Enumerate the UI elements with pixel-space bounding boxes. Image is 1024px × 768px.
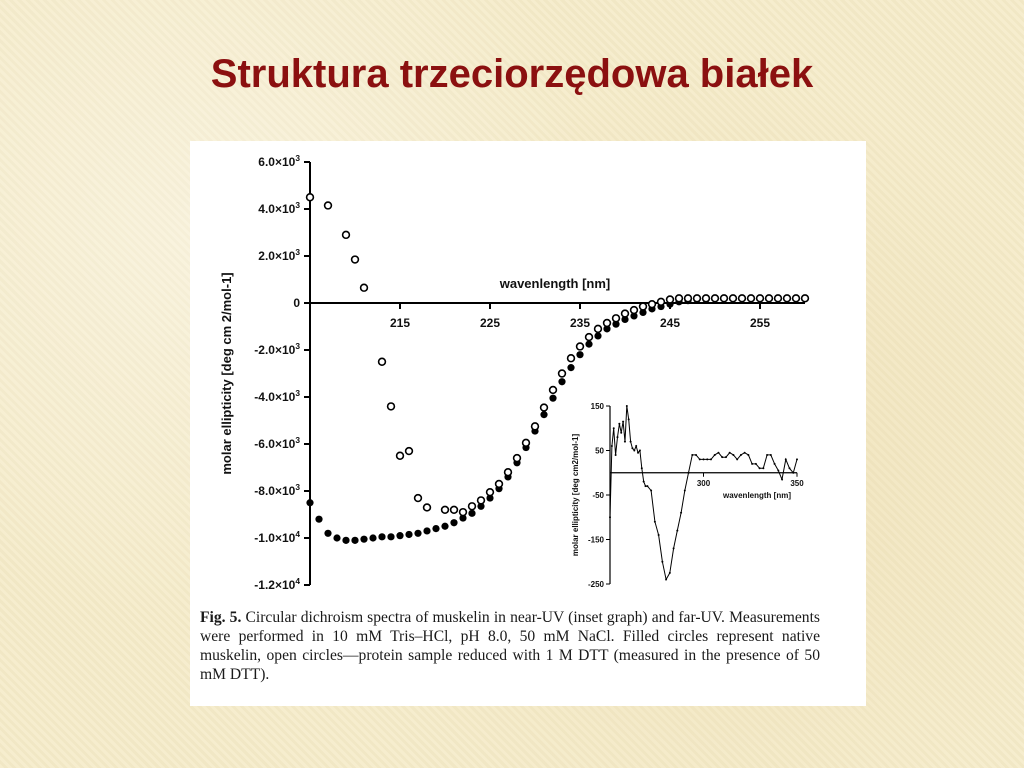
inset-point [646,485,648,487]
reduced-point [802,295,809,302]
native-point [558,378,565,385]
reduced-point [604,320,611,327]
reduced-point [631,307,638,314]
reduced-point [559,370,566,377]
inset-y-tick-label: -150 [587,535,604,545]
native-point [396,532,403,539]
inset-point [611,445,613,447]
inset-point [762,467,764,469]
inset-point [641,467,643,469]
inset-point [624,441,626,443]
inset-y-tick-label: 50 [595,446,604,456]
inset-point [658,534,660,536]
inset-point [725,456,727,458]
inset-point [710,458,712,460]
y-tick-label: $4.0\times 10^3$ [258,200,300,216]
reduced-point [613,315,620,322]
native-point [351,537,358,544]
inset-point [676,530,678,532]
inset-point [774,463,776,465]
y-axis-label: molar ellipticity [deg cm 2/mol-1] [219,272,234,475]
reduced-point [388,403,395,410]
inset-point [622,421,624,423]
reduced-point [757,295,764,302]
reduced-point [577,343,584,350]
reduced-point [532,423,539,430]
inset-point [626,405,628,407]
inset-point [740,454,742,456]
native-point [369,534,376,541]
y-tick-label: $-1.2\times 10^4$ [254,576,300,592]
inset-x-tick-label: 300 [696,478,711,488]
reduced-point [685,295,692,302]
inset-point [661,561,663,563]
inset-point [695,454,697,456]
inset-point [796,458,798,460]
reduced-point [550,387,557,394]
y-tick-label: $-2.0\times 10^3$ [254,341,300,357]
figure-caption [200,608,820,684]
caption-text: Circular dichroism spectra of muskelin in near-UV (inset graph) and far-UV. Measurements were performed in 10 mM Tris–HCl, pH 8.0, 50 mM NaCl. Filled circles represent native muskelin, open circles—protein sample reduced with 1 M DTT (measured in the presence of 50 mM DTT). [200,609,820,683]
inset-point [732,454,734,456]
native-point [549,395,556,402]
reduced-point [694,295,701,302]
reduced-point [406,448,413,455]
x-tick-label: 235 [569,316,591,330]
reduced-point [739,295,746,302]
y-tick-label: $2.0\times 10^3$ [258,247,300,263]
native-point [405,531,412,538]
native-point [342,537,349,544]
inset-point [706,458,708,460]
inset-point [777,470,779,472]
reduced-point [307,194,314,201]
inset-point [609,516,611,518]
inset-point [620,432,622,434]
y-tick-label: $-8.0\times 10^3$ [254,482,300,498]
inset-point [628,418,630,420]
reduced-point [568,355,575,362]
inset-point [630,441,632,443]
y-tick-label: $-1.0\times 10^4$ [254,529,300,545]
reduced-point [442,506,449,513]
inset-point [645,485,647,487]
inset-point [613,427,615,429]
inset-point [616,436,618,438]
reduced-point [424,504,431,511]
reduced-point [505,469,512,476]
reduced-point [415,495,422,502]
reduced-point [766,295,773,302]
reduced-point [703,295,710,302]
inset-point [792,472,794,474]
reduced-point [523,439,530,446]
native-point [540,411,547,418]
inset-point [717,452,719,454]
inset-y-tick-label: -250 [587,580,604,589]
caption-label: Fig. 5. [200,609,242,626]
inset-x-tick-label: 350 [790,478,804,488]
reduced-point [379,358,386,365]
reduced-point [721,295,728,302]
inset-point [747,454,749,456]
native-point [441,523,448,530]
native-point [594,332,601,339]
inset-point [699,458,701,460]
reduced-point [460,509,467,516]
reduced-point [469,503,476,510]
reduced-point [487,489,494,496]
inset-point [635,445,637,447]
inset-point [770,454,772,456]
inset-point [631,447,633,449]
inset-y-tick-label: -50 [592,491,604,500]
inset-point [673,547,675,549]
reduced-point [586,334,593,341]
reduced-point [595,325,602,332]
reduced-point [640,303,647,310]
inset-point [654,521,656,523]
reduced-point [649,301,656,308]
inset-y-axis-label: molar ellipticity [deg cm2/mol-1] [571,433,580,557]
inset-point [691,454,693,456]
inset-point [785,458,787,460]
native-point [423,527,430,534]
inset-point [684,490,686,492]
inset-point [759,467,761,469]
reduced-point [478,497,485,504]
inset-point [618,423,620,425]
inset-point [633,450,635,452]
native-point [360,536,367,543]
native-point [450,519,457,526]
x-tick-label: 245 [659,316,681,330]
inset-point [789,467,791,469]
reduced-point [622,310,629,317]
reduced-point [730,295,737,302]
inset-point [669,572,671,574]
native-point [468,510,475,517]
native-point [585,341,592,348]
x-tick-label: 255 [749,316,771,330]
reduced-point [658,298,665,305]
native-point [378,533,385,540]
inset-point [665,579,667,581]
reduced-point [496,481,503,488]
inset-point [736,458,738,460]
native-point [324,530,331,537]
inset-point [781,478,783,480]
inset-point [755,463,757,465]
y-tick-label: $6.0\times 10^3$ [258,153,300,169]
inset-point [721,456,723,458]
reduced-point [514,455,521,462]
inset-point [680,512,682,514]
y-tick-label: $-4.0\times 10^3$ [254,388,300,404]
inset-point [751,463,753,465]
x-axis-label: wavenlength [nm] [499,276,611,291]
native-point [576,351,583,358]
inset-point [714,454,716,456]
inset-point [688,472,690,474]
inset-point [643,481,645,483]
y-tick-label: 0 [293,296,300,310]
inset-point [703,458,705,460]
reduced-point [397,452,404,459]
inset-point [637,452,639,454]
inset-point [744,452,746,454]
reduced-point [676,295,683,302]
native-point [387,533,394,540]
slide-title: Struktura trzeciorzędowa białek [210,52,814,96]
native-point [432,525,439,532]
reduced-point [784,295,791,302]
inset-point [639,450,641,452]
inset-point [615,454,617,456]
reduced-point [712,295,719,302]
reduced-point [352,256,359,263]
reduced-point [325,202,332,209]
inset-plot [560,394,809,596]
inset-y-tick-label: 150 [590,402,604,411]
inset-point [766,454,768,456]
reduced-point [451,506,458,513]
reduced-point [748,295,755,302]
reduced-point [343,231,350,238]
x-tick-label: 215 [389,316,411,330]
reduced-point [667,296,674,303]
reduced-point [541,404,548,411]
inset-point [729,452,731,454]
native-point [414,530,421,537]
native-point [315,516,322,523]
reduced-point [361,284,368,291]
x-tick-label: 225 [479,316,501,330]
y-tick-label: $-6.0\times 10^3$ [254,435,300,451]
inset-x-axis-label: wavenlength [nm] [722,490,792,500]
reduced-point [775,295,782,302]
native-point [306,499,313,506]
native-point [567,364,574,371]
reduced-point [793,295,800,302]
inset-point [650,490,652,492]
native-point [333,534,340,541]
